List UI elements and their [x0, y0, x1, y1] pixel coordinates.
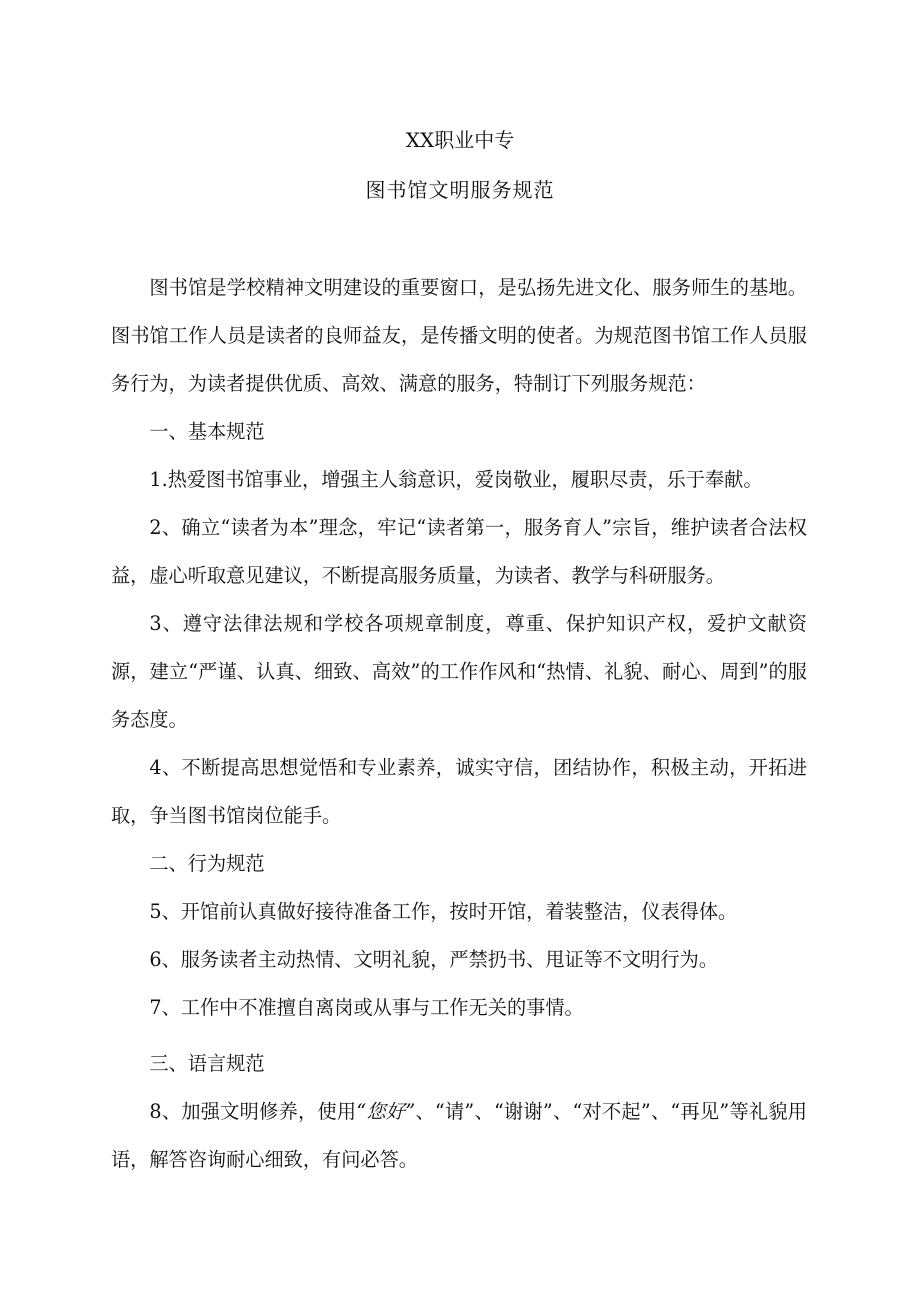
rule-item-8	[111, 1088, 807, 1184]
rule-item-7: 7、工作中不准擅自离岗或从事与工作无关的事情。	[149, 996, 584, 1019]
document-title: XX职业中专	[405, 128, 515, 152]
rule-item-3: 3、遵守法律法规和学校各项规章制度，尊重、保护知识产权，爱护文献资源，建立“严谨、认真、细致、高效”的工作作风和“热情、礼貌、耐心、周到”的服务态度。	[111, 612, 807, 731]
document-body	[111, 264, 807, 1184]
rule-item-5: 5、开馆前认真做好接待准备工作，按时开馆，着装整洁，仪表得体。	[149, 900, 738, 923]
rule-item-4: 4、不断提高思想觉悟和专业素养，诚实守信，团结协作，积极主动，开拓进取，争当图书馆岗位能手。	[111, 756, 807, 827]
rule-item-1: 1.热爱图书馆事业，增强主人翁意识，爱岗敬业，履职尽责，乐于奉献。	[149, 468, 763, 491]
section-heading-language: 三、语言规范	[149, 1052, 265, 1075]
intro-paragraph: 图书馆是学校精神文明建设的重要窗口，是弘扬先进文化、服务师生的基地。图书馆工作人员是读者的良师益友，是传播文明的使者。为规范图书馆工作人员服务行为，为读者提供优质、高效、满意的服务，特制订下列服务规范：	[111, 276, 807, 395]
rule-item-8-greeting: “您好”	[356, 1100, 416, 1123]
document-subtitle: 图书馆文明服务规范	[365, 178, 555, 202]
rule-item-8-prefix: 8、加强文明修养，使用	[149, 1100, 357, 1123]
rule-item-6: 6、服务读者主动热情、文明礼貌，严禁扔书、甩证等不文明行为。	[149, 948, 719, 971]
section-heading-behavior: 二、行为规范	[149, 852, 265, 875]
rule-item-2: 2、确立“读者为本”理念，牢记“读者第一，服务育人”宗旨，维护读者合法权益，虚心听取意见建议，不断提高服务质量，为读者、教学与科研服务。	[111, 516, 807, 587]
rule-item-8-suffix: 、“请”、“谢谢”、“对不起”、“再见”等礼貌用语，解答咨询耐心细致，有问必答。	[111, 1100, 807, 1171]
section-heading-basic: 一、基本规范	[149, 420, 265, 443]
